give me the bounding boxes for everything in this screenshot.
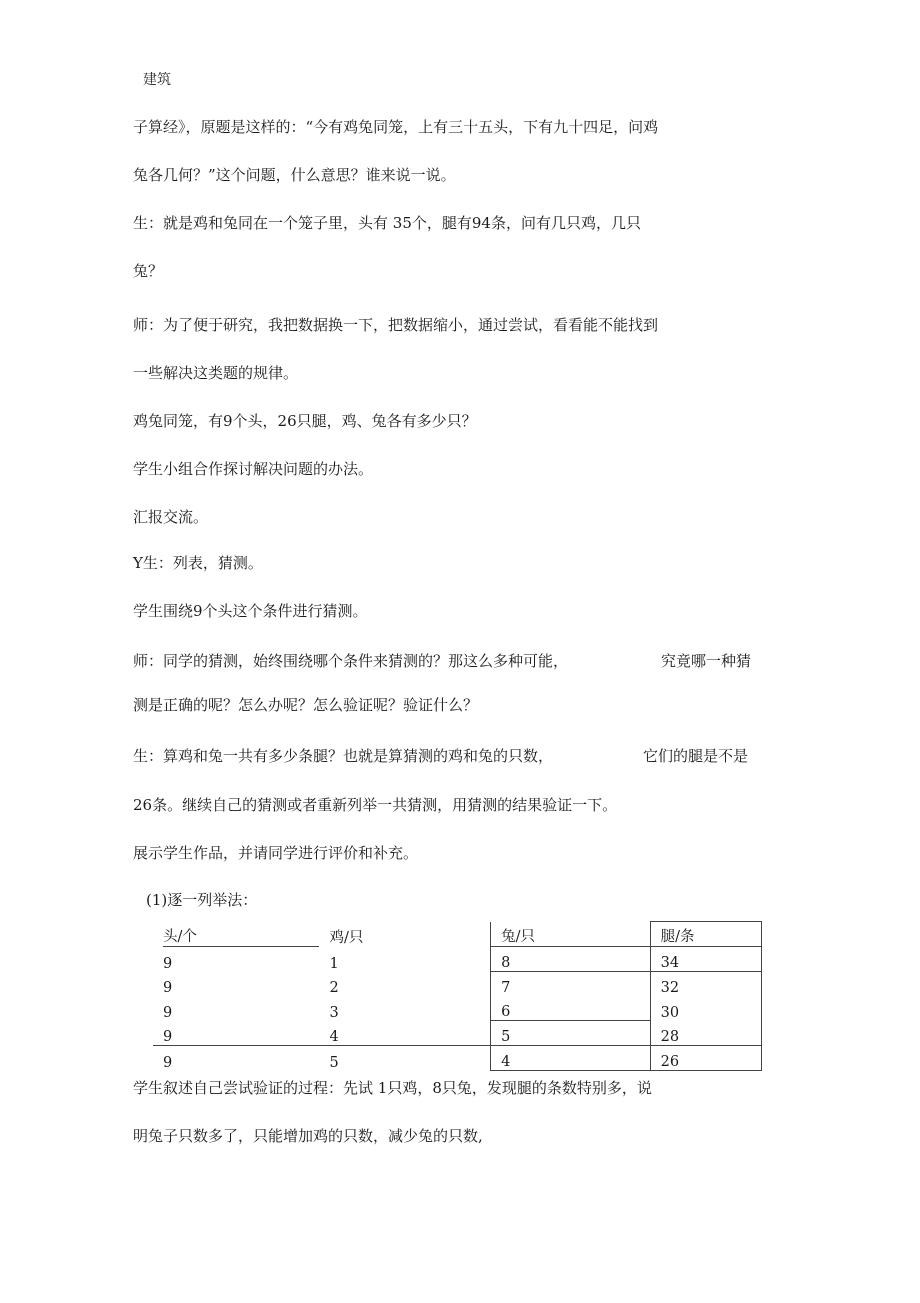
paragraph-line: 它们的腿是不是 [643, 747, 749, 765]
table-header-row [153, 922, 762, 947]
table-row [153, 947, 762, 972]
table-cell: 8 [491, 947, 651, 972]
table-row [153, 1021, 762, 1046]
table-cell: 9 [163, 955, 173, 972]
paragraph-line: Y生：列表，猜测。 [133, 554, 263, 572]
header-title: 建筑 [143, 72, 171, 88]
paragraph-line: 明兔子只数多了，只能增加鸡的只数，减少兔的只数, [133, 1127, 483, 1145]
paragraph-line: 26条。继续自己的猜测或者重新列举一共猜测，用猜测的结果验证一下。 [133, 796, 618, 814]
table-cell: 4 [320, 1021, 491, 1046]
table-header-cell: 腿/条 [650, 922, 761, 947]
table-header-cell: 头/个 [163, 925, 319, 947]
paragraph-line: 兔各几何？”这个问题，什么意思？谁来说一说。 [133, 166, 456, 184]
table-cell: 1 [320, 947, 491, 972]
table-cell: 2 [320, 972, 491, 997]
paragraph-line: 生：就是鸡和兔同在一个笼子里，头有 35个，腿有94条，问有几只鸡，几只 [133, 214, 641, 232]
paragraph-line: 学生叙述自己尝试验证的过程：先试 1只鸡，8只兔，发现腿的条数特别多，说 [133, 1079, 652, 1097]
paragraph-line: 师：为了便于研究，我把数据换一下，把数据缩小，通过尝试，看看能不能找到 [133, 316, 659, 334]
data-table [153, 921, 762, 1071]
paragraph-line: 汇报交流。 [133, 508, 209, 526]
table-cell: 5 [491, 1021, 651, 1046]
table-header-cell: 鸡/只 [320, 922, 491, 947]
paragraph-line: 究竟哪一种猜 [661, 652, 752, 670]
paragraph-line: 生：算鸡和兔一共有多少条腿？也就是算猜测的鸡和兔的只数， [133, 747, 554, 765]
table-cell: 32 [650, 972, 761, 997]
paragraph-line: 子算经》，原题是这样的：“今有鸡兔同笼，上有三十五头，下有九十四足，问鸡 [133, 118, 659, 136]
paragraph-line: 鸡兔同笼，有9个头，26只腿，鸡、兔各有多少只？ [133, 412, 477, 430]
paragraph-line: 师：同学的猜测，始终围绕哪个条件来猜测的？那这么多种可能， [133, 652, 569, 670]
paragraph-line: 兔？ [133, 262, 164, 280]
table-cell: 28 [650, 1021, 761, 1046]
table-cell: 5 [320, 1046, 491, 1071]
table-header-cell: 兔/只 [491, 922, 651, 947]
table-cell: 30 [650, 996, 761, 1021]
paragraph-line: 一些解决这类题的规律。 [133, 364, 299, 382]
table-cell: 4 [491, 1046, 651, 1071]
paragraph-line: 学生围绕9个头这个条件进行猜测。 [133, 602, 368, 620]
table-cell: 7 [491, 972, 651, 997]
table-cell: 3 [320, 996, 491, 1021]
paragraph-line: 测是正确的呢？怎么办呢？怎么验证呢？验证什么？ [133, 696, 479, 714]
method-title: (1)逐一列举法： [146, 891, 258, 909]
table-cell: 6 [491, 996, 651, 1021]
paragraph-line: 展示学生作品，并请同学进行评价和补充。 [133, 844, 419, 862]
table-cell: 34 [650, 947, 761, 972]
table-row [153, 1046, 762, 1071]
table-row [153, 972, 762, 997]
table-cell: 9 [163, 980, 173, 996]
table-cell: 26 [650, 1046, 761, 1071]
table-cell: 9 [163, 1004, 173, 1021]
table-cell: 9 [153, 1046, 320, 1071]
table-cell: 9 [163, 1029, 173, 1045]
paragraph-line: 学生小组合作探讨解决问题的办法。 [133, 460, 374, 478]
table-row [153, 996, 762, 1021]
